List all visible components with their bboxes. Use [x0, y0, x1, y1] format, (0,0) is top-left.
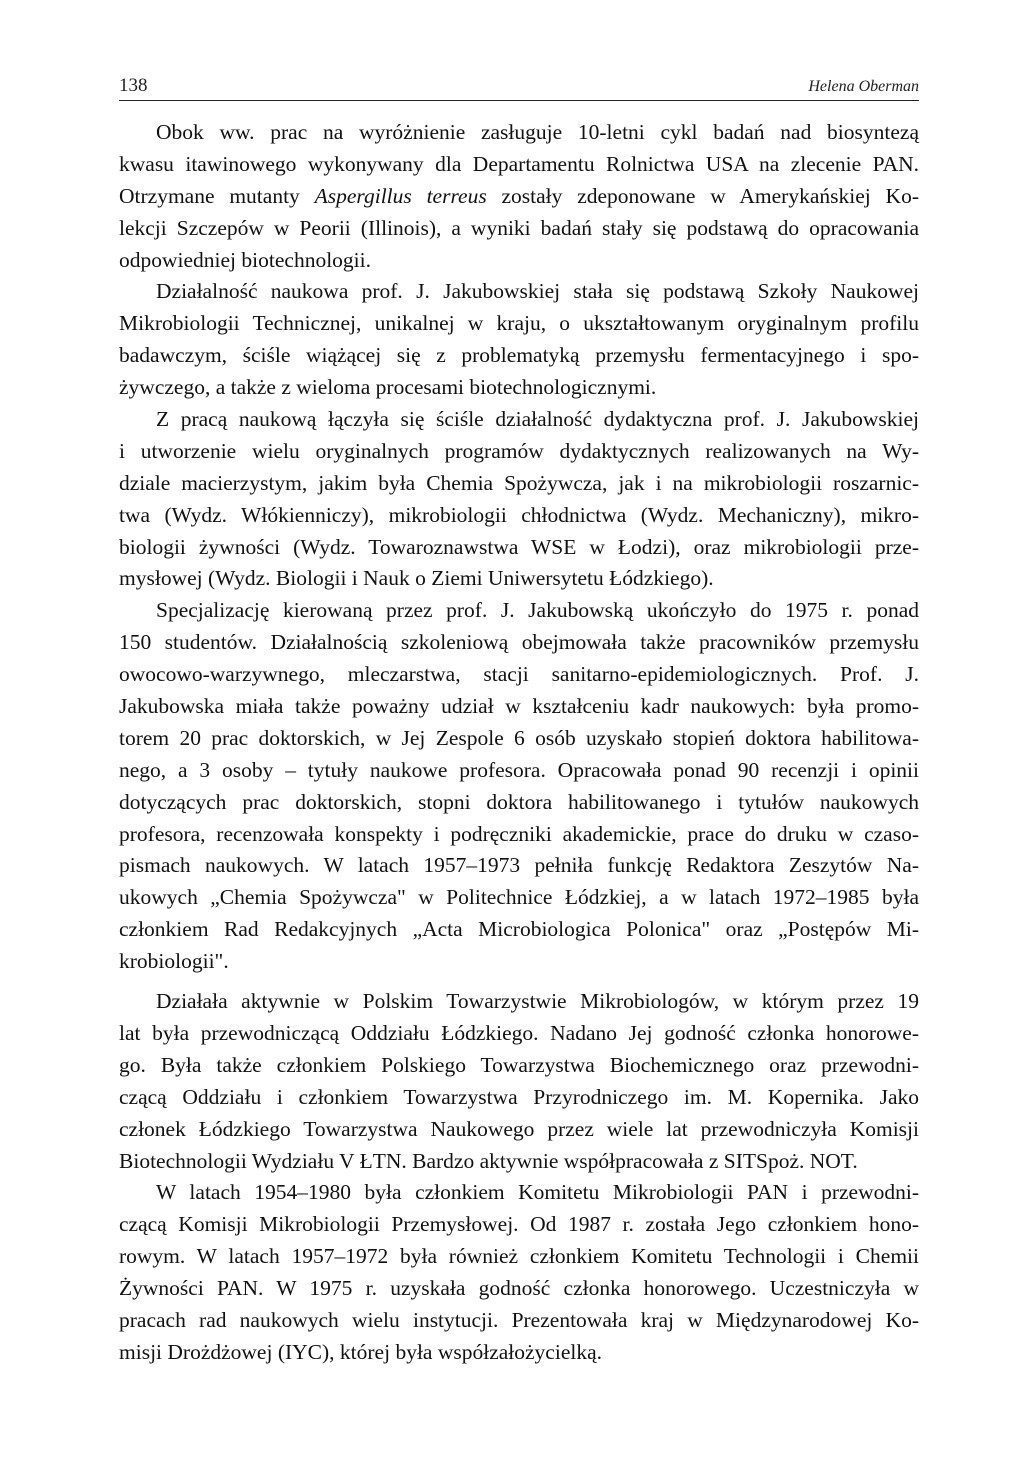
- text-line: Mikrobiologii Technicznej, unikalnej w kraju, o ukształtowanym oryginalnym profilu: [119, 311, 919, 336]
- text-line: Biotechnologii Wydziału V ŁTN. Bardzo aktywnie współpracowała z SITSpoż. NOT.: [119, 1148, 858, 1173]
- text-line: nego, a 3 osoby – tytuły naukowe profesora. Opracowała ponad 90 recenzji i opinii: [119, 757, 919, 782]
- text-line: 150 studentów. Działalnością szkoleniową obejmowała także pracowników przemysłu: [119, 630, 919, 655]
- text-line: i utworzenie wielu oryginalnych programów dydaktycznych realizowanych na Wy-: [119, 438, 919, 463]
- text-line: W latach 1954–1980 była członkiem Komitetu Mikrobiologii PAN i przewodni-: [156, 1180, 919, 1205]
- text-line: Jakubowska miała także poważny udział w kształceniu kadr naukowych: była promo-: [119, 694, 919, 719]
- text-line: ukowych „Chemia Spożywcza" w Politechnice Łódzkiej, a w latach 1972–1985 była: [119, 885, 919, 910]
- text-line: Obok ww. prac na wyróżnienie zasługuje 10-letni cykl badań nad biosyntezą: [156, 120, 919, 144]
- text-line: krobiologii".: [119, 949, 229, 974]
- page-number: 138: [119, 75, 148, 96]
- text-line: Żywności PAN. W 1975 r. uzyskała godność członka honorowego. Uczestniczyła w: [119, 1276, 919, 1301]
- text-line: badawczym, ściśle wiążącej się z problematyką przemysłu fermentacyjnego i spo-: [119, 343, 919, 368]
- text-line: pismach naukowych. W latach 1957–1973 pełniła funkcję Redaktora Zeszytów Na-: [119, 853, 919, 878]
- text-line: Działała aktywnie w Polskim Towarzystwie Mikrobiologów, w którym przez 19: [156, 989, 919, 1014]
- text-line: członkiem Rad Redakcyjnych „Acta Microbiologica Polonica" oraz „Postępów Mi-: [119, 917, 919, 942]
- text-line: misji Drożdżowej (IYC), której była współzałożycielką.: [119, 1339, 603, 1364]
- paragraph: [119, 117, 919, 276]
- text-line: mysłowej (Wydz. Biologii i Nauk o Ziemi Uniwersytetu Łódzkiego).: [119, 566, 714, 591]
- paragraph: [119, 1177, 919, 1368]
- paragraph: [119, 595, 919, 978]
- species-name: Aspergillus terreus: [314, 183, 487, 208]
- text-line: żywczego, a także z wieloma procesami biotechnologicznymi.: [119, 375, 657, 400]
- text-line: profesora, recenzowała konspekty i podręczniki akademickie, prace do druku w czaso-: [119, 821, 919, 846]
- text-line: pracach rad naukowych wielu instytucji. Prezentowała kraj w Międzynarodowej Ko-: [119, 1307, 919, 1332]
- paragraph: [119, 986, 919, 1177]
- paragraph: [119, 276, 919, 404]
- text-line: twa (Wydz. Włókienniczy), mikrobiologii chłodnictwa (Wydz. Mechaniczny), mikro-: [119, 502, 919, 527]
- text-line: biologii żywności (Wydz. Towaroznawstwa WSE w Łodzi), oraz mikrobiologii prze-: [119, 534, 919, 559]
- text-line: członek Łódzkiego Towarzystwa Naukowego przez wiele lat przewodniczyła Komisji: [119, 1116, 919, 1141]
- text-line: Z pracą naukową łączyła się ściśle działalność dydaktyczna prof. J. Jakubowskiej: [156, 407, 919, 432]
- text-line: czącą Oddziału i członkiem Towarzystwa Przyrodniczego im. M. Kopernika. Jako: [119, 1084, 919, 1109]
- text-line: owocowo-warzywnego, mleczarstwa, stacji sanitarno-epidemiologicznych. Prof. J.: [119, 662, 919, 687]
- text-line: lat była przewodniczącą Oddziału Łódzkiego. Nadano Jej godność członka honorowe-: [119, 1020, 919, 1045]
- text-line: czącą Komisji Mikrobiologii Przemysłowej. Od 1987 r. została Jego członkiem hono-: [119, 1212, 919, 1237]
- text-line: lekcji Szczepów w Peorii (Illinois), a wyniki badań stały się podstawą do opracowania: [119, 215, 919, 240]
- text-line: Działalność naukowa prof. J. Jakubowskiej stała się podstawą Szkoły Naukowej: [156, 279, 919, 304]
- body-text: [119, 117, 919, 1369]
- text-line: rowym. W latach 1957–1972 była również członkiem Komitetu Technologii i Chemii: [119, 1244, 919, 1269]
- text-line: odpowiedniej biotechnologii.: [119, 247, 371, 272]
- text-line: torem 20 prac doktorskich, w Jej Zespole 6 osób uzyskało stopień doktora habilitowa-: [119, 725, 919, 750]
- running-head-author: Helena Oberman: [808, 78, 919, 95]
- text-run: zostały zdeponowane w Amerykańskiej Ko-: [486, 183, 919, 208]
- paragraph: [119, 404, 919, 595]
- text-line: kwasu itawinowego wykonywany dla Departamentu Rolnictwa USA na zlecenie PAN.: [119, 151, 919, 176]
- text-run: Otrzymane mutanty: [119, 183, 315, 208]
- text-line: dziale macierzystym, jakim była Chemia Spożywcza, jak i na mikrobiologii roszarnic-: [119, 470, 919, 495]
- text-line: Specjalizację kierowaną przez prof. J. Jakubowską ukończyło do 1975 r. ponad: [156, 598, 919, 623]
- text-line: go. Była także członkiem Polskiego Towarzystwa Biochemicznego oraz przewodni-: [119, 1052, 919, 1077]
- text-line: [119, 181, 919, 213]
- running-header: [119, 74, 919, 101]
- text-line: dotyczących prac doktorskich, stopni doktora habilitowanego i tytułów naukowych: [119, 789, 919, 814]
